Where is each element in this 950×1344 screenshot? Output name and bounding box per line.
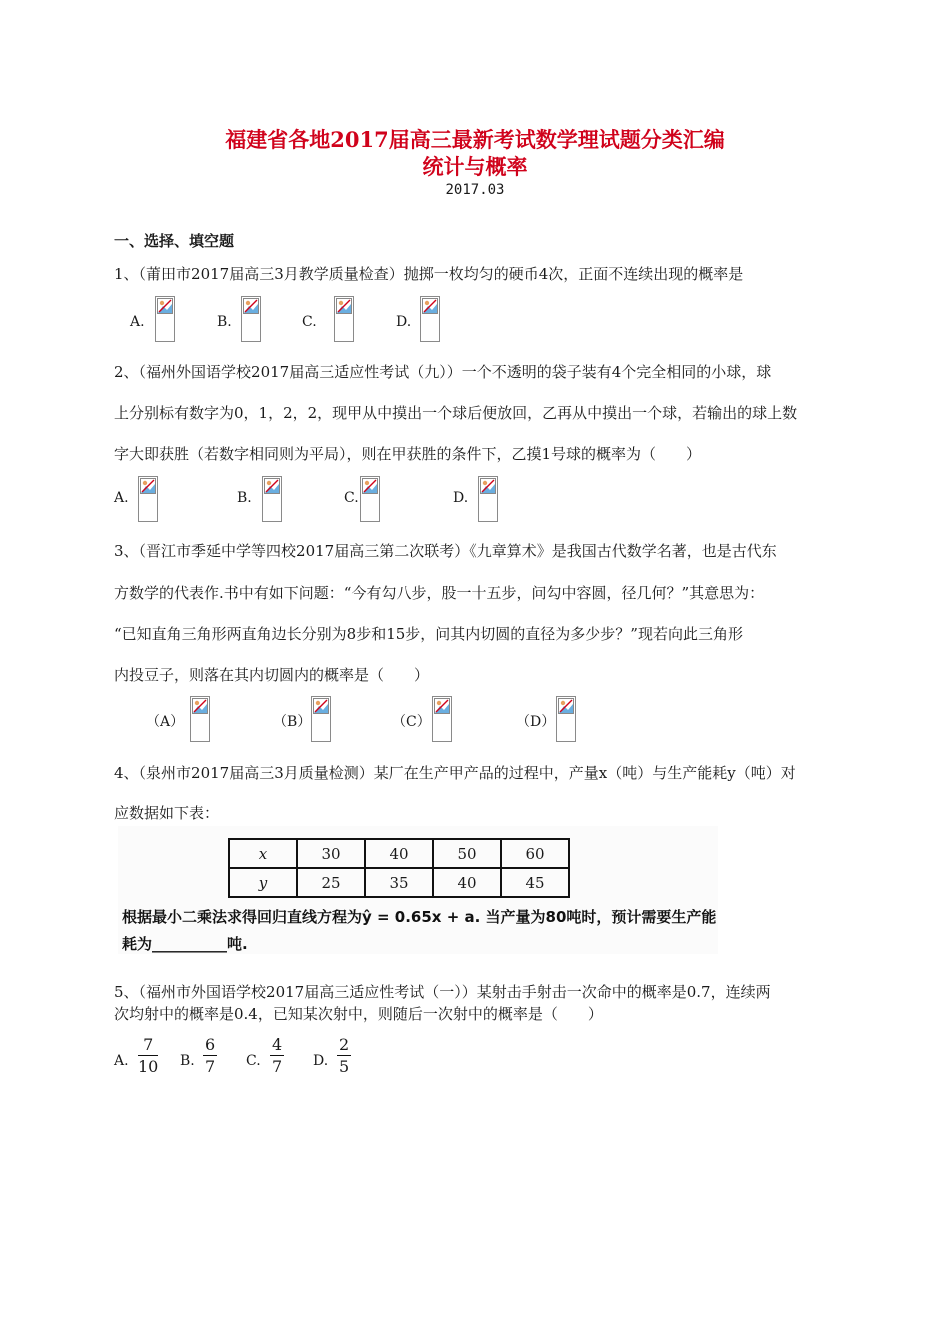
- q1-option-a-label: A.: [130, 314, 145, 330]
- question-4-text-line1: 4、（泉州市2017届高三3月质量检测）某厂在生产甲产品的过程中，产量x（吨）与生产能耗y（吨）对: [114, 764, 796, 782]
- q5-option-a-label: A.: [114, 1053, 129, 1069]
- question-2-text-line2: 上分别标有数字为0，1，2，2，现甲从中摸出一个球后便放回，乙再从中摸出一个球，若输出的球上数: [114, 404, 798, 422]
- q1-option-b-label: B.: [217, 314, 232, 330]
- q3-option-d-label: （D）: [516, 714, 556, 730]
- fraction-denominator: 10: [138, 1057, 159, 1076]
- broken-image-icon: [478, 476, 498, 522]
- broken-image-icon: [262, 476, 282, 522]
- table-cell: 35: [365, 868, 433, 897]
- q1-option-d-label: D.: [396, 314, 412, 330]
- q2-option-a-label: A.: [114, 490, 129, 506]
- table-cell: 50: [433, 839, 501, 868]
- broken-image-icon: [138, 476, 158, 522]
- question-4-text-line2: 应数据如下表：: [114, 804, 220, 822]
- q5-option-b-fraction: [203, 1035, 217, 1076]
- page-title: 福建省各地2017届高三最新考试数学理试题分类汇编: [225, 127, 725, 152]
- question-3-text-line3: “已知直角三角形两直角边长分别为8步和15步，问其内切圆的直径为多少步？”现若向此三角形: [114, 625, 743, 643]
- table-row: [229, 839, 569, 868]
- broken-image-icon: [311, 696, 331, 742]
- q2-option-d-label: D.: [453, 490, 469, 506]
- table-cell: 45: [501, 868, 569, 897]
- q5-option-a-fraction: [138, 1035, 158, 1076]
- q2-option-c-label: C.: [344, 490, 359, 506]
- question-3-text-line4: 内投豆子，则落在其内切圆内的概率是（ ）: [114, 666, 430, 684]
- broken-image-icon: [190, 696, 210, 742]
- q2-option-b-label: B.: [237, 490, 252, 506]
- broken-image-icon: [334, 296, 354, 342]
- question-3-text-line2: 方数学的代表作.书中有如下问题：“今有勾八步，股一十五步，问勾中容圆，径几何？”其意思为：: [114, 584, 765, 602]
- question-2-text-line3: 字大即获胜（若数字相同则为平局），则在甲获胜的条件下，乙摸1号球的概率为（ ）: [114, 445, 702, 463]
- table-cell: 40: [365, 839, 433, 868]
- date-label: 2017.03: [445, 182, 505, 198]
- q3-option-c-label: （C）: [392, 714, 431, 730]
- scan-text-line2: 耗为__________吨.: [122, 935, 248, 953]
- fraction-denominator: 5: [339, 1057, 350, 1076]
- broken-image-icon: [241, 296, 261, 342]
- question-2-text-line1: 2、（福州外国语学校2017届高三适应性考试（九））一个不透明的袋子装有4个完全相同的小球，球: [114, 363, 772, 381]
- scan-text-line1: 根据最小二乘法求得回归直线方程为ŷ = 0.65x + a. 当产量为80吨时，预计需要生产能: [122, 908, 717, 926]
- q3-option-a-label: （A）: [146, 714, 185, 730]
- data-table: [228, 838, 570, 898]
- q3-option-b-label: （B）: [273, 714, 312, 730]
- question-5-text-line2: 次均射中的概率是0.4，已知某次射中，则随后一次射中的概率是（ ）: [114, 1005, 603, 1023]
- table-cell: 40: [433, 868, 501, 897]
- table-cell: 30: [297, 839, 365, 868]
- broken-image-icon: [432, 696, 452, 742]
- fraction-numerator: 7: [138, 1035, 158, 1056]
- broken-image-icon: [360, 476, 380, 522]
- table-cell: 25: [297, 868, 365, 897]
- question-1-text: 1、（莆田市2017届高三3月教学质量检查）抛掷一枚均匀的硬币4次，正面不连续出现的概率是: [114, 265, 744, 283]
- table-cell: 60: [501, 839, 569, 868]
- page-subtitle: 统计与概率: [422, 154, 528, 179]
- table-header-cell: x: [229, 839, 297, 868]
- fraction-numerator: 2: [339, 1035, 350, 1054]
- fraction-numerator: 4: [272, 1035, 283, 1054]
- q1-option-c-label: C.: [302, 314, 317, 330]
- question-5-text-line1: 5、（福州市外国语学校2017届高三适应性考试（一））某射击手射击一次命中的概率是0.7，连续两: [114, 983, 771, 1001]
- q5-option-c-label: C.: [246, 1053, 261, 1069]
- q5-option-c-fraction: [270, 1035, 284, 1076]
- fraction-denominator: 7: [205, 1057, 216, 1076]
- q5-option-d-label: D.: [313, 1053, 329, 1069]
- question-3-text-line1: 3、（晋江市季延中学等四校2017届高三第二次联考）《九章算术》是我国古代数学名著，也是古代东: [114, 542, 777, 560]
- q5-option-b-label: B.: [180, 1053, 195, 1069]
- broken-image-icon: [556, 696, 576, 742]
- fraction-numerator: 6: [205, 1035, 216, 1054]
- fraction-denominator: 7: [272, 1057, 283, 1076]
- broken-image-icon: [155, 296, 175, 342]
- q5-option-d-fraction: [337, 1035, 351, 1076]
- broken-image-icon: [420, 296, 440, 342]
- table-header-cell: y: [229, 868, 297, 897]
- table-row: [229, 868, 569, 897]
- section-heading: 一、选择、填空题: [114, 232, 235, 250]
